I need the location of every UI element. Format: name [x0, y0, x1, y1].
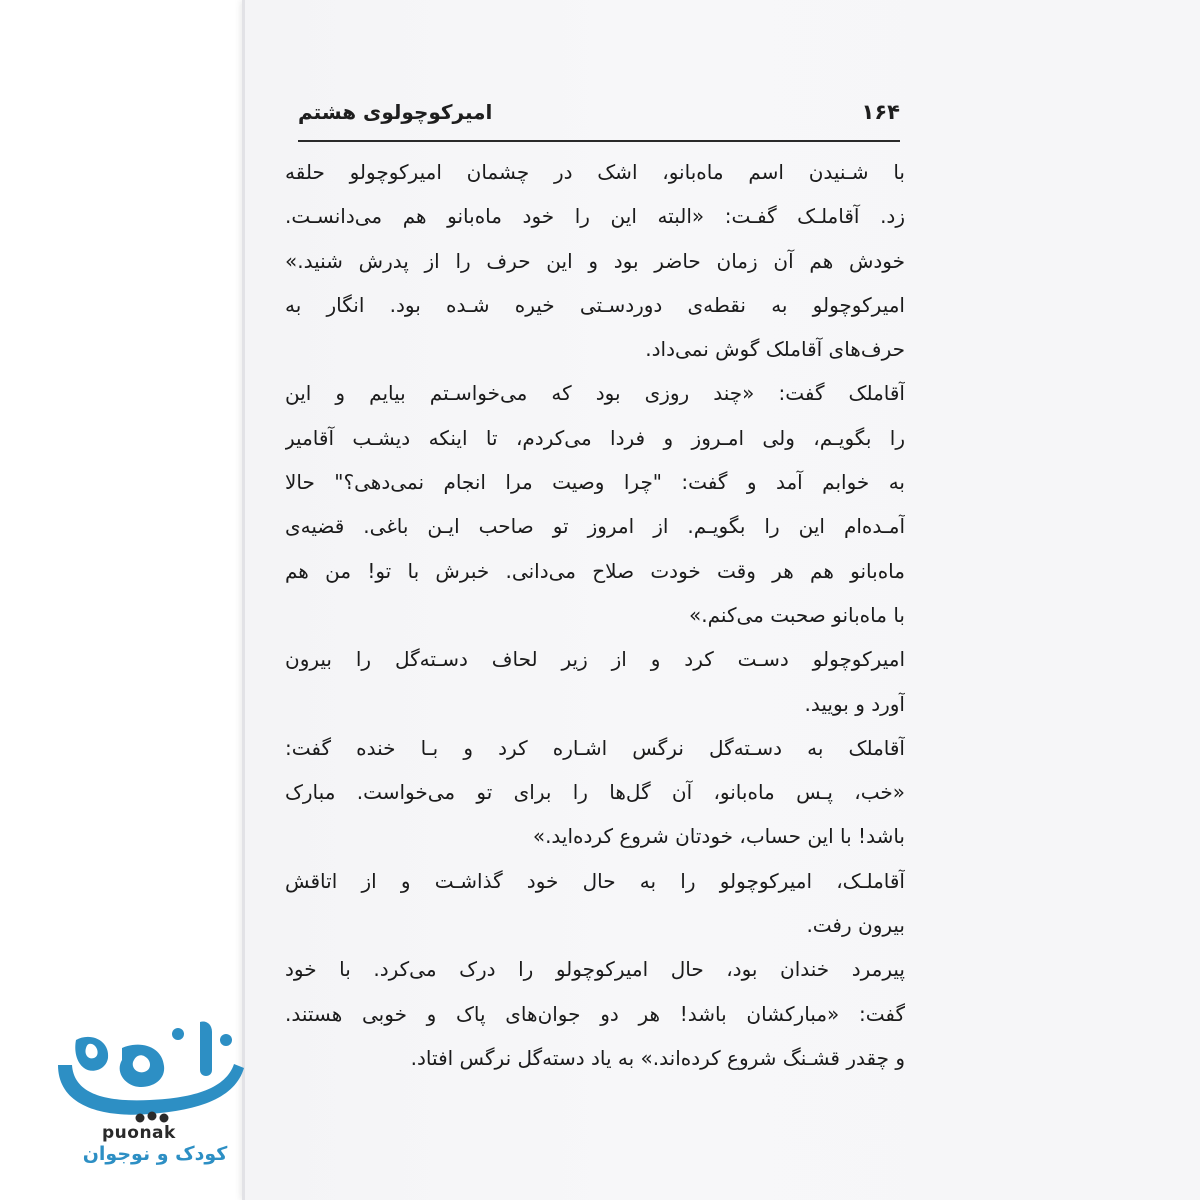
- page-header: [298, 100, 900, 144]
- text-line: باشد! با این حساب، خودتان شروع کرده‌اید.»: [532, 824, 905, 849]
- text-line: با ماه‌بانو صحبت می‌کنم.»: [689, 602, 905, 627]
- logo-latin-text: puonak: [102, 1123, 176, 1143]
- header-rule: [298, 140, 900, 142]
- text-line: آقاملـک، امیرکوچولو را به حال خود گذاشـت و از اتاقش: [285, 868, 905, 893]
- text-line: به خوابم آمد و گفت: "چرا وصیت مرا انجام نمی‌دهی؟" حالا: [285, 470, 905, 495]
- text-line: خودش هم آن زمان حاضر بود و این حرف را از پدرش شنید.»: [285, 248, 905, 273]
- text-line: آمـده‌ام این را بگویـم. از امروز تو صاحب ایـن باغی. قضیه‌ی: [285, 514, 905, 539]
- text-line: با شـنیدن اسم ماه‌بانو، اشک در چشمان امیرکوچولو حلقه: [285, 160, 905, 184]
- puonak-logo: [30, 1010, 255, 1180]
- text-line: زد. آقاملـک گفـت: «البته این را خود ماه‌بانو هم می‌دانسـت.: [285, 204, 905, 229]
- text-line: امیرکوچولو دسـت کرد و از زیر لحاف دسـته‌گل را بیرون: [285, 647, 905, 672]
- text-line: پیرمرد خندان بود، حال امیرکوچولو را درک می‌کرد. با خود: [285, 957, 905, 982]
- text-line: «خب، پـس ماه‌بانو، آن گل‌ها را برای تو می‌خواست. مبارک: [285, 780, 905, 805]
- text-line: ماه‌بانو هم هر وقت خودت صلاح می‌دانی. خبرش با تو! من هم: [285, 558, 905, 583]
- text-line: امیرکوچولو به نقطه‌ی دوردسـتی خیره شـده بود. انگار به: [285, 292, 905, 317]
- text-line: حرف‌های آقاملک گوش نمی‌داد.: [645, 337, 905, 362]
- text-line: آقاملک گفت: «چند روزی بود که می‌خواسـتم بیایم و این: [285, 381, 905, 406]
- text-line: آورد و بویید.: [804, 691, 905, 716]
- text-line: آقاملک به دسـته‌گل نرگس اشـاره کرد و بـا خنده گفت:: [285, 735, 905, 760]
- page-number: ۱۶۴: [861, 100, 900, 124]
- text-line: را بگویـم، ولی امـروز و فردا می‌کردم، تا اینکه دیشـب آقامیر: [285, 425, 905, 450]
- text-line: و چقدر قشـنگ شروع کرده‌اند.» به یاد دسته‌گل نرگس افتاد.: [410, 1045, 905, 1070]
- body-text: [285, 150, 905, 1080]
- text-line: بیرون رفت.: [806, 913, 905, 938]
- running-title: امیرکوچولوی هشتم: [298, 100, 493, 124]
- logo-tagline: کودک و نوجوان: [82, 1143, 228, 1165]
- text-line: گفت: «مبارکشان باشد! هر دو جوان‌های پاک و خوبی هستند.: [285, 1001, 905, 1026]
- puonak-wordmark-icon: [30, 1010, 255, 1125]
